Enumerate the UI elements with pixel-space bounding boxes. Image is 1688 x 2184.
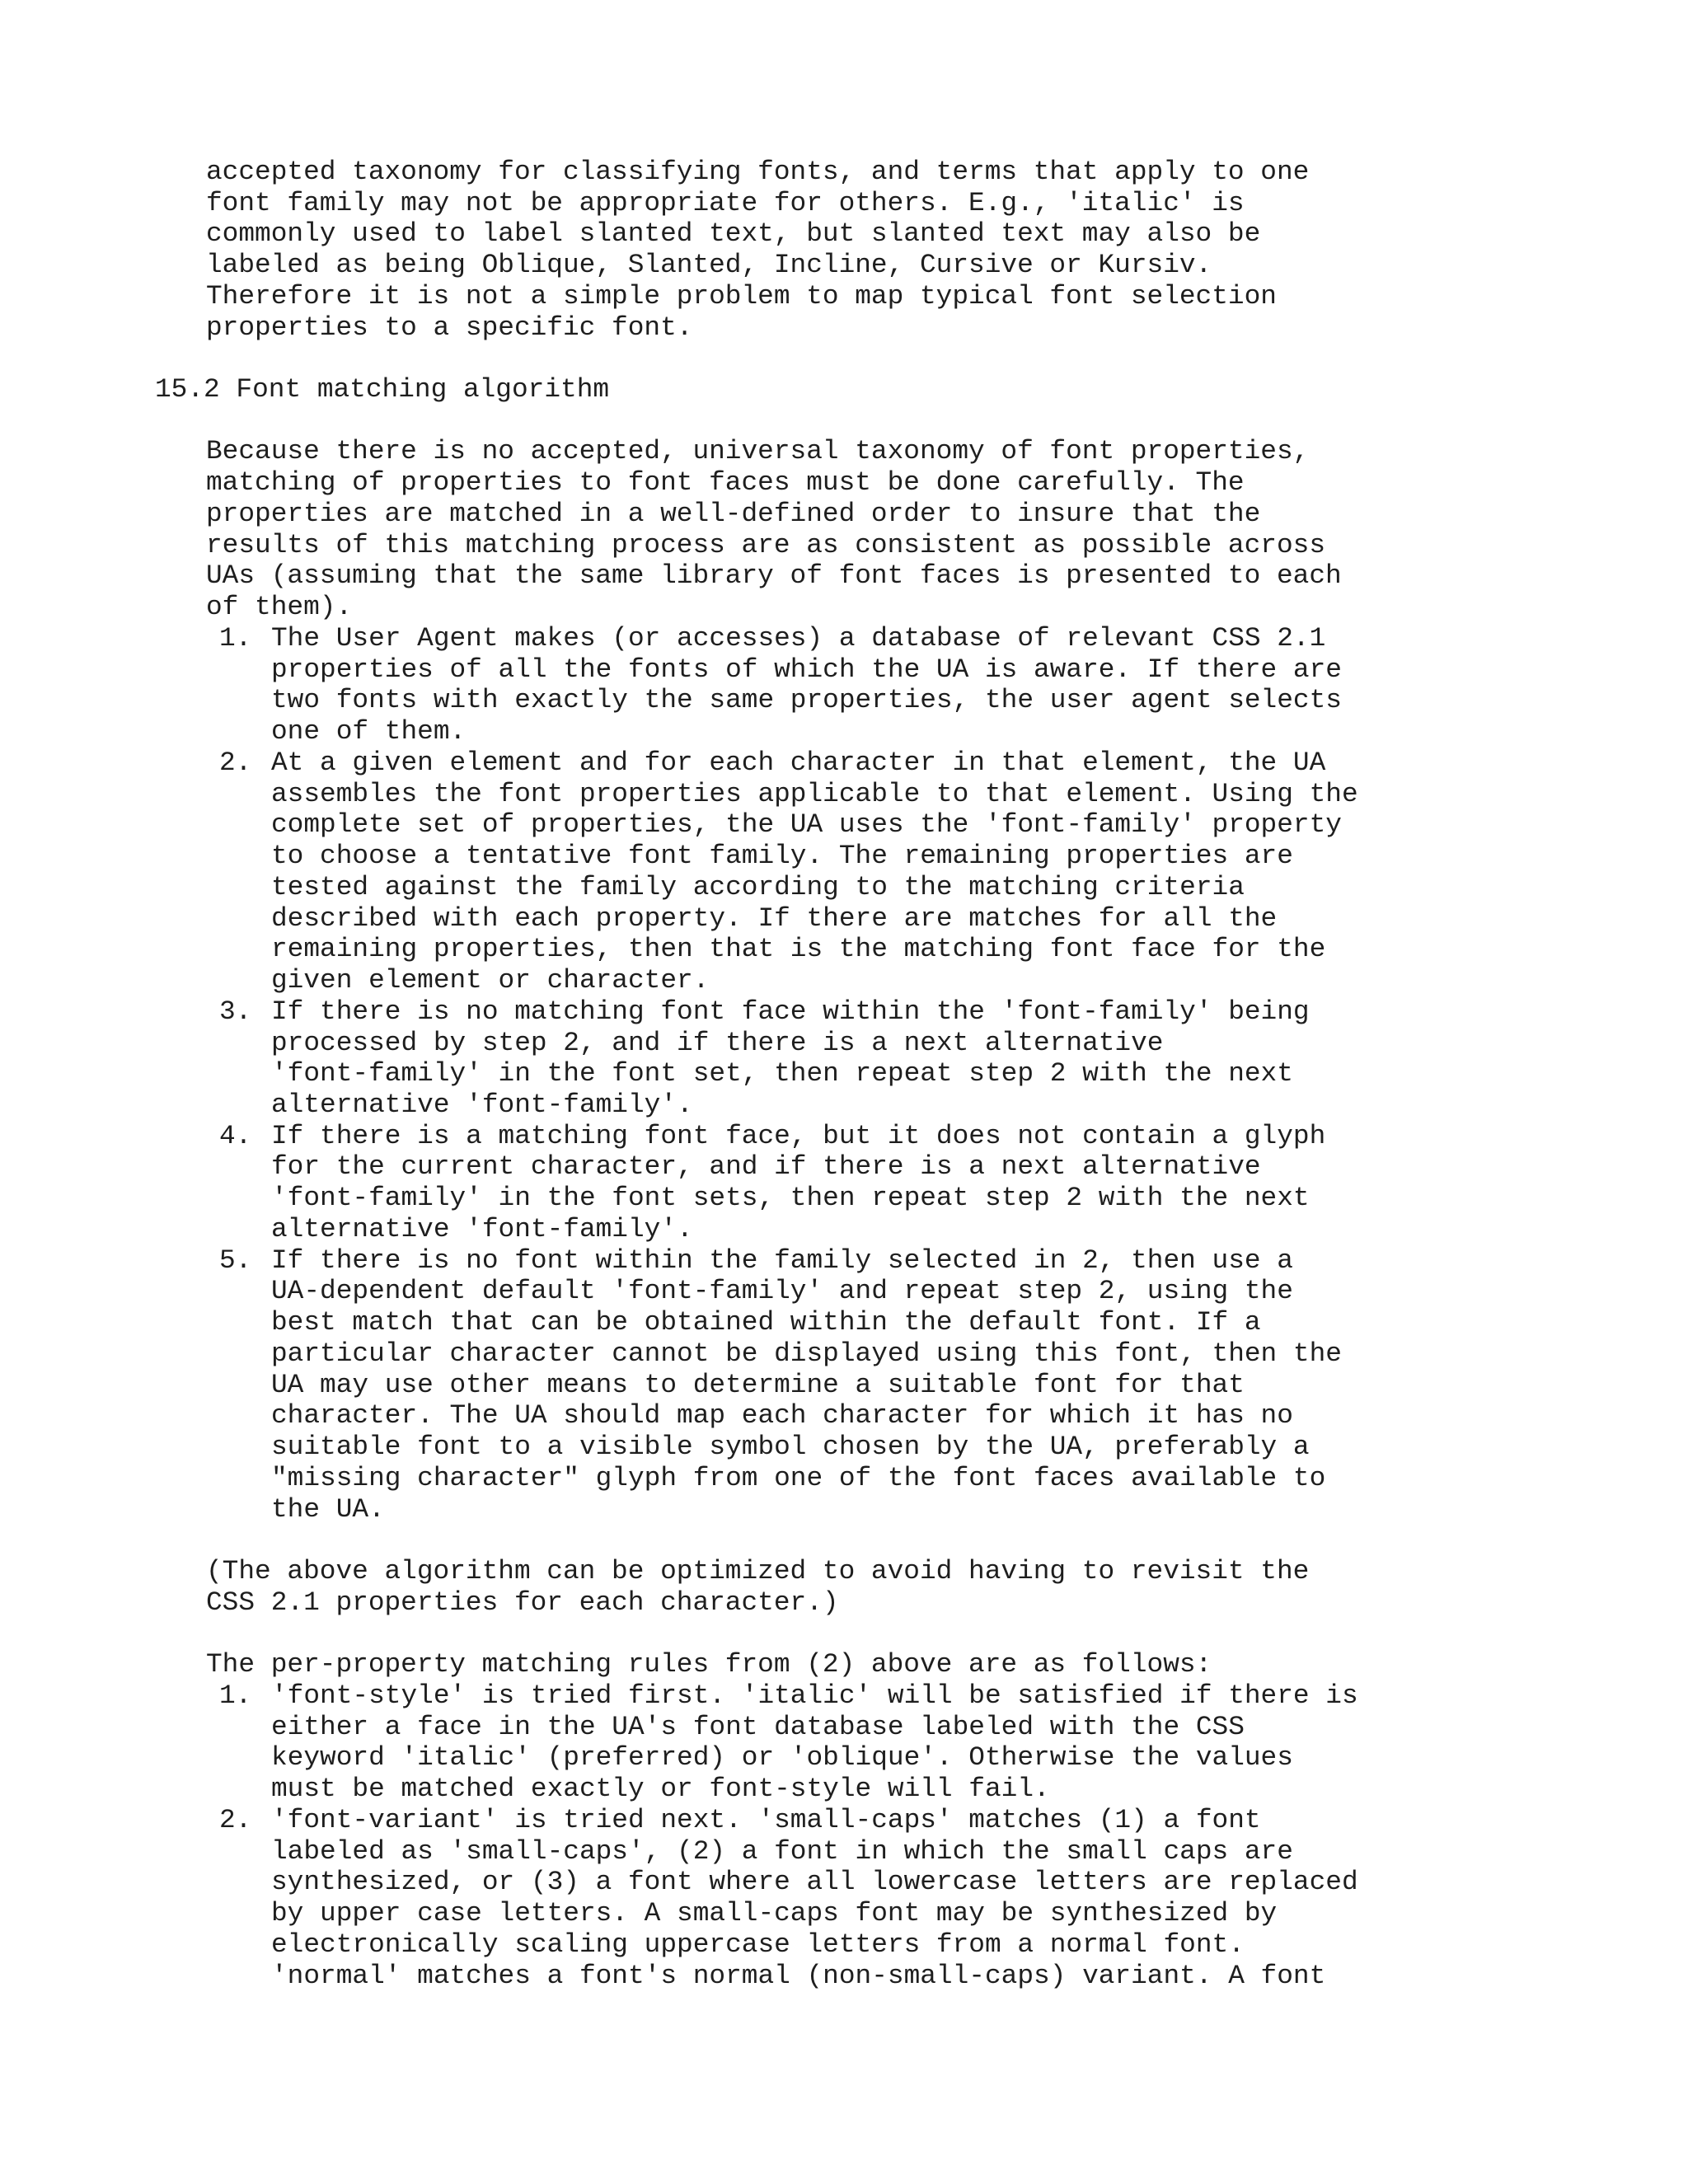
list-item-line: described with each property. If there are matches for all the: [271, 903, 1278, 934]
paragraph-line: matching of properties to font faces must be done carefully. The: [206, 467, 1245, 498]
list-item-line: labeled as 'small-caps', (2) a font in which the small caps are: [271, 1836, 1293, 1867]
intro-line: Therefore it is not a simple problem to map typical font selection: [206, 281, 1277, 312]
list-item-line: the UA.: [271, 1494, 385, 1525]
list-item-line: 'normal' matches a font's normal (non-small-caps) variant. A font: [271, 1961, 1326, 1991]
list-item-line: UA-dependent default 'font-family' and repeat step 2, using the: [271, 1276, 1293, 1306]
list-item-line: particular character cannot be displayed using this font, then the: [271, 1338, 1342, 1369]
list-item-line: must be matched exactly or font-style will fail.: [271, 1774, 1050, 1804]
intro-line: accepted taxonomy for classifying fonts, and terms that apply to one: [206, 157, 1310, 187]
list-item-line: synthesized, or (3) a font where all lowercase letters are replaced: [271, 1867, 1358, 1897]
section-heading: 15.2 Font matching algorithm: [155, 374, 610, 405]
paragraph-line: UAs (assuming that the same library of font faces is presented to each: [206, 560, 1342, 591]
list-item-line: If there is no font within the family selected in 2, then use a: [271, 1245, 1293, 1276]
list-item-line: UA may use other means to determine a suitable font for that: [271, 1370, 1245, 1400]
list-item-number: 1.: [219, 1680, 252, 1711]
paragraph-line: results of this matching process are as consistent as possible across: [206, 530, 1326, 560]
list-item-line: complete set of properties, the UA uses the 'font-family' property: [271, 809, 1342, 840]
intro-line: properties to a specific font.: [206, 312, 693, 343]
list-item-line: 'font-style' is tried first. 'italic' will be satisfied if there is: [271, 1680, 1358, 1711]
note-line: (The above algorithm can be optimized to avoid having to revisit the: [206, 1556, 1310, 1586]
note-line: CSS 2.1 properties for each character.): [206, 1587, 839, 1618]
list-item-line: If there is no matching font face within the 'font-family' being: [271, 996, 1310, 1027]
paragraph-line: properties are matched in a well-defined order to insure that the: [206, 499, 1261, 529]
list-item-line: for the current character, and if there is a next alternative: [271, 1151, 1261, 1182]
list-item-number: 2.: [219, 1805, 252, 1835]
paragraph-line: Because there is no accepted, universal taxonomy of font properties,: [206, 436, 1310, 466]
list-item-line: by upper case letters. A small-caps font may be synthesized by: [271, 1898, 1278, 1929]
list-item-line: character. The UA should map each character for which it has no: [271, 1400, 1293, 1431]
list-item-line: alternative 'font-family'.: [271, 1214, 693, 1244]
list-item-number: 4.: [219, 1121, 252, 1151]
list-item-line: given element or character.: [271, 965, 710, 996]
paragraph-line: of them).: [206, 592, 353, 622]
list-item-line: suitable font to a visible symbol chosen by the UA, preferably a: [271, 1432, 1310, 1462]
intro-line: commonly used to label slanted text, but slanted text may also be: [206, 218, 1261, 249]
list-item-line: remaining properties, then that is the matching font face for the: [271, 934, 1326, 964]
list-item-line: At a given element and for each character in that element, the UA: [271, 748, 1326, 778]
list-item-number: 2.: [219, 748, 252, 778]
list-item-line: alternative 'font-family'.: [271, 1090, 693, 1120]
list-item-line: 'font-family' in the font sets, then repeat step 2 with the next: [271, 1183, 1310, 1213]
list-item-line: one of them.: [271, 716, 467, 747]
list-item-line: 'font-family' in the font set, then repeat step 2 with the next: [271, 1058, 1293, 1089]
list-item-number: 5.: [219, 1245, 252, 1276]
list-item-line: If there is a matching font face, but it does not contain a glyph: [271, 1121, 1326, 1151]
list-item-line: "missing character" glyph from one of the font faces available to: [271, 1463, 1326, 1493]
list-item-line: properties of all the fonts of which the UA is aware. If there are: [271, 654, 1342, 685]
list-item-number: 1.: [219, 623, 252, 654]
list-item-number: 3.: [219, 996, 252, 1027]
paragraph-line: The per-property matching rules from (2) above are as follows:: [206, 1649, 1212, 1680]
list-item-line: two fonts with exactly the same properties, the user agent selects: [271, 685, 1342, 715]
list-item-line: keyword 'italic' (preferred) or 'oblique'. Otherwise the values: [271, 1742, 1293, 1773]
list-item-line: electronically scaling uppercase letters from a normal font.: [271, 1929, 1245, 1960]
list-item-line: tested against the family according to the matching criteria: [271, 872, 1245, 902]
list-item-line: best match that can be obtained within the default font. If a: [271, 1307, 1261, 1338]
list-item-line: The User Agent makes (or accesses) a database of relevant CSS 2.1: [271, 623, 1326, 654]
intro-line: labeled as being Oblique, Slanted, Incline, Cursive or Kursiv.: [206, 250, 1212, 280]
list-item-line: assembles the font properties applicable to that element. Using the: [271, 779, 1358, 809]
list-item-line: processed by step 2, and if there is a next alternative: [271, 1028, 1164, 1058]
intro-line: font family may not be appropriate for others. E.g., 'italic' is: [206, 188, 1245, 218]
list-item-line: to choose a tentative font family. The remaining properties are: [271, 841, 1293, 871]
list-item-line: either a face in the UA's font database labeled with the CSS: [271, 1712, 1245, 1742]
list-item-line: 'font-variant' is tried next. 'small-caps' matches (1) a font: [271, 1805, 1261, 1835]
